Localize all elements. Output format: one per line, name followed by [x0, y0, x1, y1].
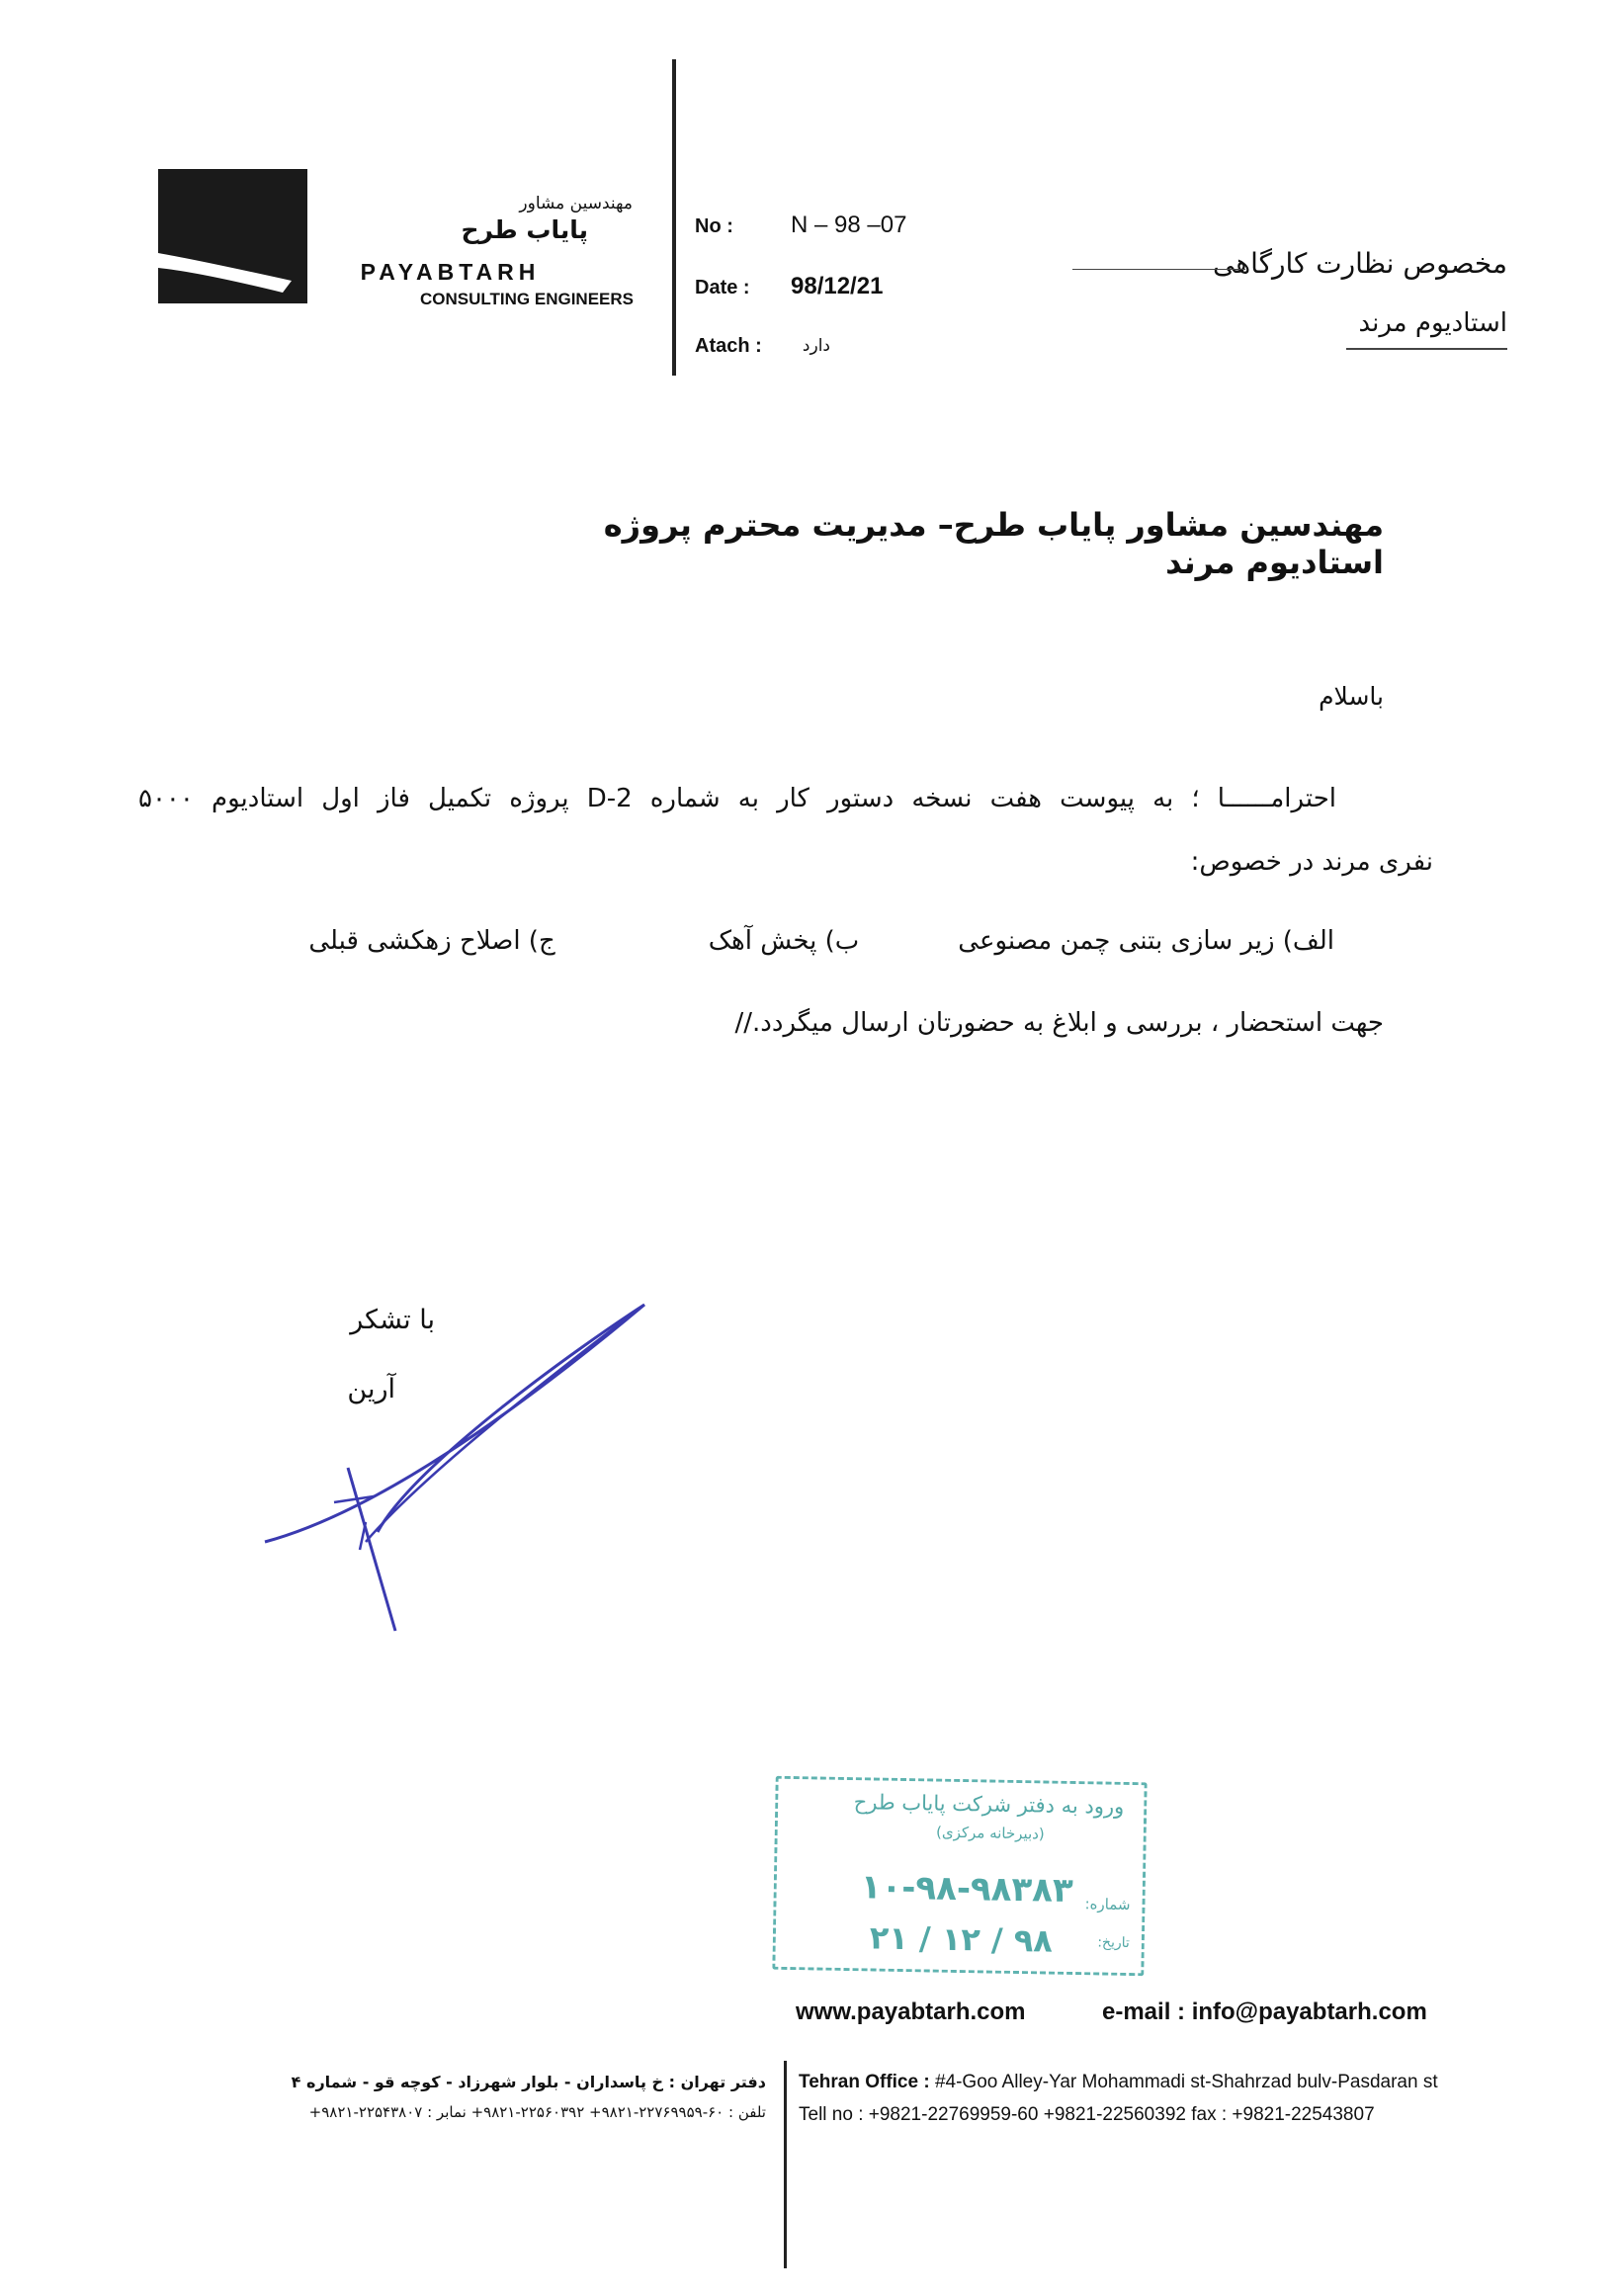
firm-name-fa-small: مهندسین مشاور [519, 194, 633, 213]
no-value: N – 98 –07 [791, 212, 907, 238]
email-link[interactable]: e-mail : info@payabtarh.com [1102, 1998, 1427, 2025]
company-logo [158, 169, 307, 303]
attach-value: دارد [802, 336, 830, 356]
paragraph-line-2: نفری مرند در خصوص: [1190, 847, 1433, 877]
date-value: 98/12/21 [791, 273, 884, 299]
logo-mark-icon [158, 169, 307, 303]
date-label: Date : [695, 277, 750, 298]
header-divider [672, 59, 676, 376]
stamp-number: ۱۰-۹۸-۹۸۳۸۳ [860, 1867, 1074, 1912]
phone-en: Tell no : +9821-22769959-60 +9821-22560392 fax : +9821-22543807 [799, 2104, 1375, 2125]
letter-heading: مهندسین مشاور پایاب طرح– مدیریت محترم پروژه استادیوم مرند [603, 506, 1384, 581]
item-b: ب) پخش آهک [708, 926, 860, 956]
signer-name: آرین [347, 1374, 395, 1404]
project-underline [1346, 348, 1507, 350]
footer-divider [784, 2061, 787, 2268]
stamp-subtitle: (دبیرخانه مرکزی) [935, 1823, 1045, 1843]
greeting: باسلام [1319, 682, 1384, 711]
firm-name-en: PAYABTARH [360, 259, 541, 285]
attach-label: Atach : [695, 335, 762, 357]
phone-fa: تلفن : ۶۰-۲۲۷۶۹۹۵۹-۹۸۲۱+ ۲۲۵۶۰۳۹۲-۹۸۲۱+ نمابر : ۲۲۵۴۳۸۰۷-۹۸۲۱+ [308, 2103, 766, 2121]
items-list [247, 926, 1334, 956]
stamp-title: ورود به دفتر شرکت پایاب طرح [853, 1790, 1125, 1819]
address-en-text: #4-Goo Alley-Yar Mohammadi st-Shahrzad bulv-Pasdaran st [929, 2072, 1438, 2092]
item-c: ج) اصلاح زهکشی قبلی [308, 926, 555, 956]
subject-underline [1072, 269, 1245, 270]
stamp-date-label: تاریخ: [1097, 1934, 1130, 1952]
stamp-number-label: شماره: [1084, 1895, 1131, 1914]
item-a: الف) زیر سازی بتنی چمن مصنوعی [958, 926, 1334, 956]
closing-sentence: جهت استحضار ، بررسی و ابلاغ به حضورتان ارسال میگردد.// [734, 1008, 1384, 1038]
project-label: استادیوم مرند [1358, 308, 1507, 338]
website-link[interactable]: www.payabtarh.com [796, 1998, 1026, 2025]
no-label: No : [695, 215, 733, 237]
subject-label: مخصوص نظارت کارگاهی [1213, 247, 1507, 280]
reception-stamp [772, 1776, 1147, 1977]
stamp-date: ۹۸ / ۱۲ / ۲۱ [869, 1918, 1054, 1960]
address-fa: دفتر تهران : خ پاسداران - بلوار شهرزاد - کوچه قو - شماره ۴ [291, 2073, 766, 2091]
thanks-text: با تشکر [350, 1305, 435, 1335]
address-en-label: Tehran Office : [799, 2072, 930, 2092]
address-en [799, 2072, 1491, 2093]
firm-subtitle-en: CONSULTING ENGINEERS [420, 290, 634, 308]
firm-name-fa: پایاب طرح [461, 215, 588, 244]
paragraph-line-1: احترامــــــا ؛ به پیوست هفت نسخه دستور کار به شماره D-2 پروژه تکمیل فاز اول استادیوم ۵۰۰۰ [138, 784, 1336, 813]
signature-icon [257, 1285, 672, 1641]
